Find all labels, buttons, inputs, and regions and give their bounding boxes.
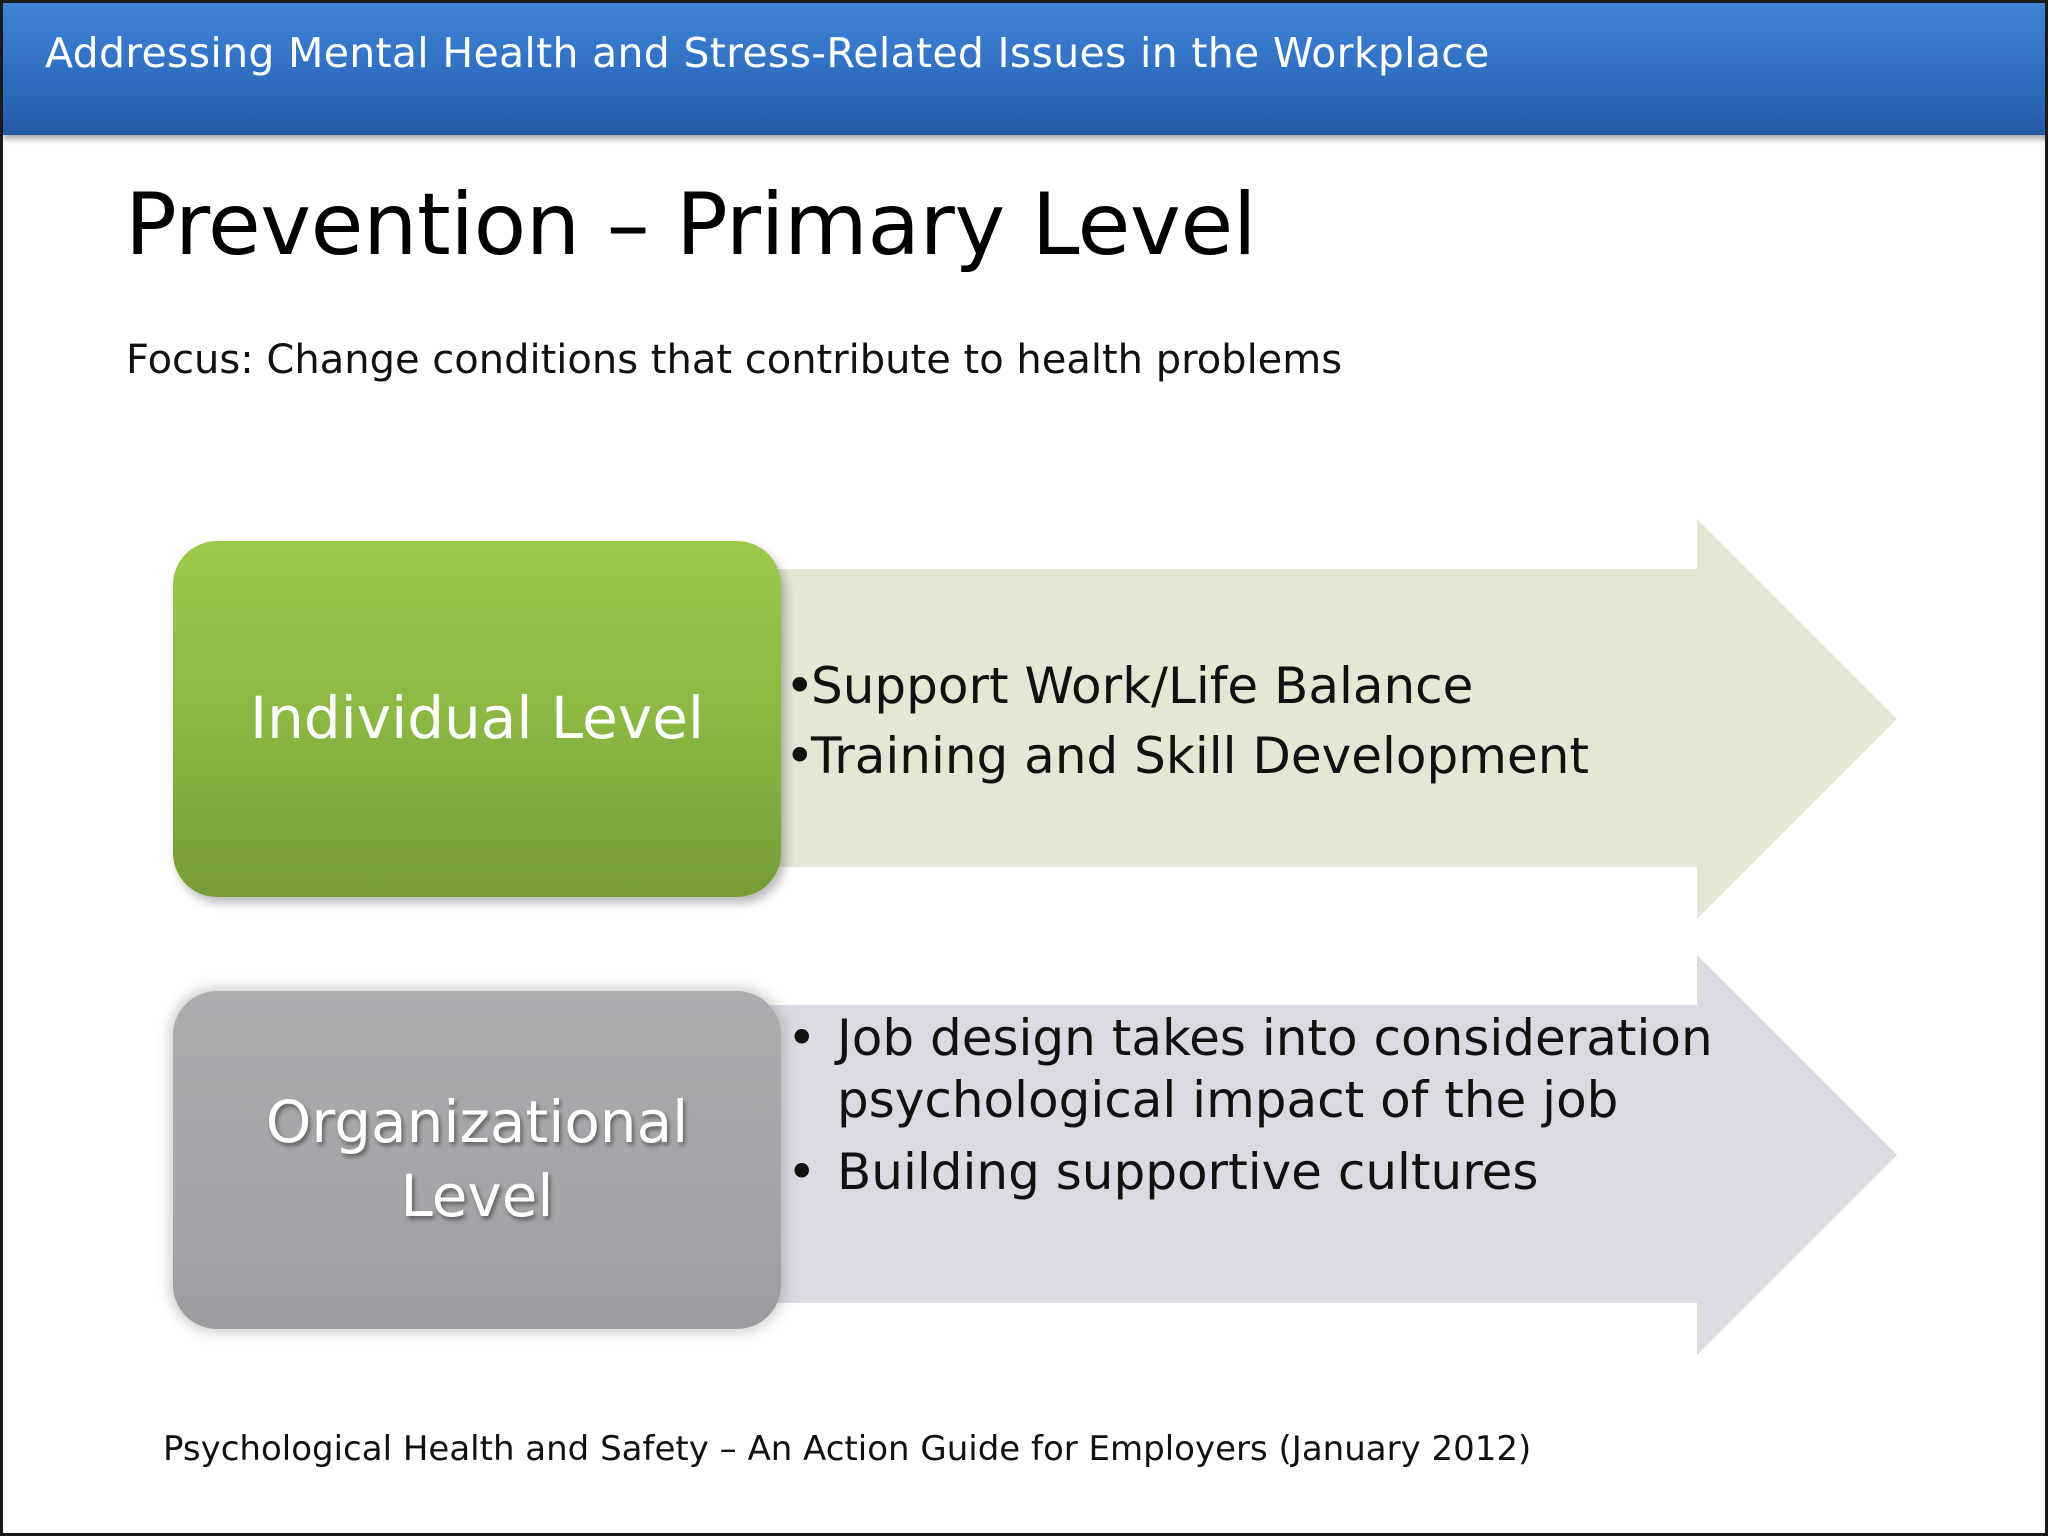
list-item [787,1141,1713,1203]
bullet-text-line: Job design takes into consideration [837,1009,1713,1067]
organizational-level-label-line1: Organizational [265,1088,689,1157]
bullet-text: Training and Skill Development [811,727,1590,785]
bullet-text: Support Work/Life Balance [811,657,1474,715]
prevention-diagram [3,3,2048,1536]
bullet-icon: • [785,727,815,785]
individual-level-label: Individual Level [249,684,704,753]
individual-level-box [173,541,781,897]
bullet-text-line: Building supportive cultures [837,1143,1539,1201]
focus-statement: Focus: Change conditions that contribute to health problems [126,337,1343,383]
organizational-level-box [173,991,781,1329]
list-item [787,1007,1713,1131]
bullet-icon: • [787,1143,817,1201]
list-item [785,651,1589,721]
page-title: Prevention – Primary Level [125,175,1257,275]
organizational-level-label-line2: Level [400,1162,554,1230]
bullet-icon: • [787,1009,817,1067]
organizational-level-bullets [787,1007,1713,1213]
individual-level-bullets [785,651,1589,791]
bullet-icon: • [785,657,815,715]
source-citation: Psychological Health and Safety – An Action Guide for Employers (January 2012) [163,1429,1532,1469]
bullet-text-line: psychological impact of the job [837,1071,1619,1129]
presentation-title: Addressing Mental Health and Stress-Related Issues in the Workplace [45,29,1490,77]
list-item [785,721,1589,791]
